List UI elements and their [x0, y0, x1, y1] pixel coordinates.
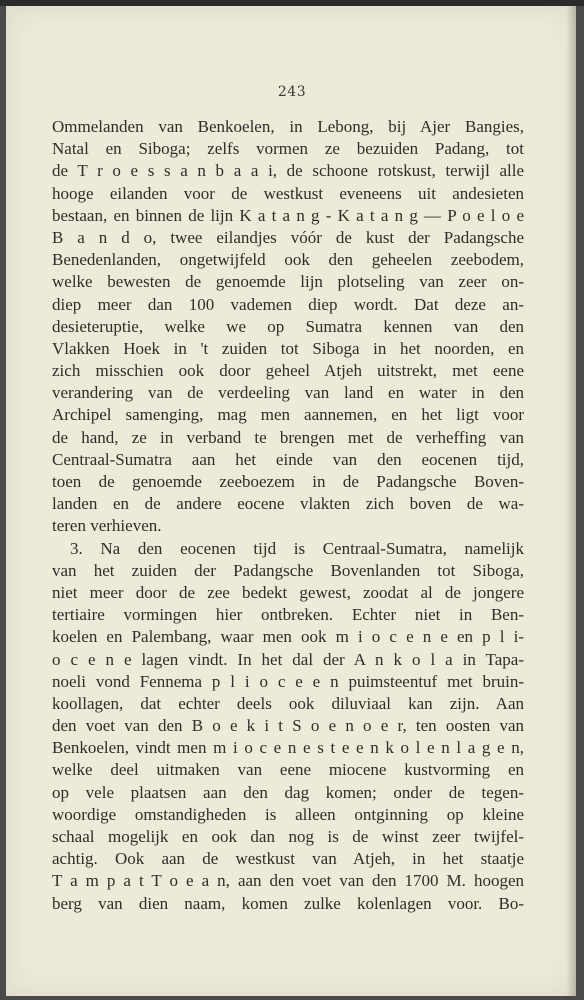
text-line: welke deel uitmaken van eene miocene kustvorming en: [52, 760, 524, 780]
text-line: landen en de andere eocene vlakten zich boven de wa-: [52, 494, 524, 514]
text-line: achtig. Ook aan de westkust van Atjeh, in het staatje: [52, 849, 524, 869]
text-line: o c e n e lagen vindt. In het dal der A n k o l a in Tapa-: [52, 649, 524, 669]
text-line: hooge eilanden voor de westkust eveneens uit andesieten: [52, 183, 524, 203]
text-line: Benkoelen, vindt men m i o c e n e s t e e n k o l e n l a g e n,: [52, 738, 524, 758]
text-line: noeli vond Fennema p l i o c e e n puimsteentuf met bruin-: [52, 671, 524, 691]
text-line: bestaan, en binnen de lijn K a t a n g - K a t a n g — P o e l o e: [52, 205, 524, 225]
text-line: Centraal-Sumatra aan het einde van den eocenen tijd,: [52, 449, 524, 469]
text-line: B a n d o, twee eilandjes vóór de kust der Padangsche: [52, 227, 524, 247]
page-number: 243: [277, 84, 307, 100]
text-line: woordige omstandigheden is alleen ontginning op kleine: [52, 804, 524, 824]
text-line: de T r o e s s a n b a a i, de schoone rotskust, terwijl alle: [52, 161, 524, 181]
text-line: zich misschien ook door geheel Atjeh uitstrekt, met eene: [52, 361, 524, 381]
text-line: koollagen, dat echter deels ook diluviaal kan zijn. Aan: [52, 693, 524, 713]
text-line: 3. Na den eocenen tijd is Centraal-Sumatra, namelijk: [70, 538, 524, 558]
text-line: welke bewesten de genoemde lijn plotseling van zeer on-: [52, 272, 524, 292]
text-line: de hand, ze in verband te brengen met de verheffing van: [52, 427, 524, 447]
text-line: van het zuiden der Padangsche Bovenlanden tot Siboga,: [52, 560, 524, 580]
text-line: Benedenlanden, ongetwijfeld ook den geheelen zeebodem,: [52, 250, 524, 270]
text-line: tertiaire vormingen hier ontbreken. Echter niet in Ben-: [52, 605, 524, 625]
page-edge-shadow: [566, 6, 576, 996]
text-line: berg van dien naam, komen zulke kolenlagen voor. Bo-: [52, 893, 524, 913]
text-line: T a m p a t T o e a n, aan den voet van den 1700 M. hoogen: [52, 871, 524, 891]
text-line: koelen en Palembang, waar men ook m i o c e n e en p l i-: [52, 627, 524, 647]
text-line: diep meer dan 100 vademen diep wordt. Dat deze an-: [52, 294, 524, 314]
text-line: verandering van de verdeeling van land en water in den: [52, 383, 524, 403]
text-line: Archipel samenging, mag men aannemen, en het ligt voor: [52, 405, 524, 425]
text-line: op vele plaatsen aan den dag komen; onder de tegen-: [52, 782, 524, 802]
text-line: niet meer door de zee bedekt gewest, zoodat al de jongere: [52, 582, 524, 602]
text-line: desieteruptie, welke we op Sumatra kennen van den: [52, 316, 524, 336]
text-line: schaal mogelijk en ook dan nog is de winst zeer twijfel-: [52, 827, 524, 846]
body-text: [52, 116, 524, 915]
text-line: den voet van den B o e k i t S o e n o e r, ten oosten van: [52, 716, 524, 736]
text-line: Vlakken Hoek in 't zuiden tot Siboga in het noorden, en: [52, 338, 524, 358]
text-line: toen de genoemde zeeboezem in de Padangsche Boven-: [52, 472, 524, 491]
text-line: Natal en Siboga; zelfs vormen ze bezuiden Padang, tot: [52, 139, 524, 159]
text-line: teren verhieven.: [52, 516, 162, 536]
text-line: Ommelanden van Benkoelen, in Lebong, bij Ajer Bangies,: [52, 117, 524, 136]
